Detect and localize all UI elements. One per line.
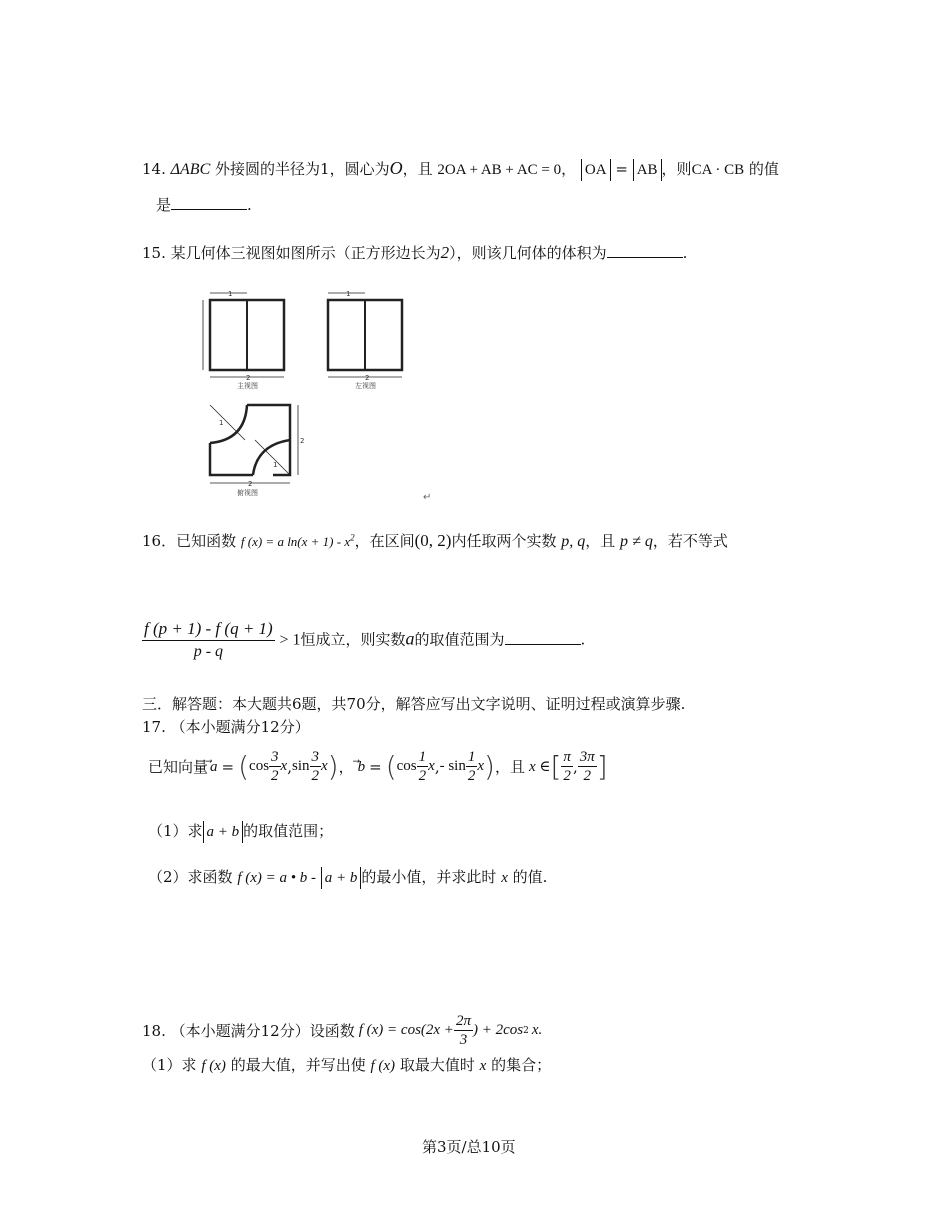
- q18-fraction: $\frac{2\pi}{3}$: [455, 1013, 471, 1048]
- q16-fraction: $\frac{f (p + 1) - f (q + 1)}{p - q}$: [144, 619, 273, 660]
- q16-interval: (0, 2): [414, 531, 452, 550]
- top-dim-1b: 1: [273, 461, 278, 469]
- front-dim-1: 1: [228, 290, 233, 298]
- q14-dot-product: CA · CB: [691, 162, 745, 178]
- section3-heading: 三．解答题：本大题共6题，共70分，解答应写出文字说明、证明过程或演算步骤.: [142, 695, 686, 713]
- return-mark: ↵: [423, 492, 432, 503]
- q17-part2-abs: a + b: [321, 867, 362, 889]
- q17-part2: （2）求函数 f (x) = a • b - a + b 的最小值，并求此时 x 的值.: [148, 866, 547, 889]
- top-dim-2: 2: [248, 480, 253, 488]
- q16-param: a: [405, 628, 415, 649]
- q14-center: O: [389, 158, 403, 178]
- q16-vars: p, q: [561, 533, 586, 550]
- page-footer: 第3页/总10页: [422, 1138, 516, 1156]
- q14-vector-sum: 2OA + AB + AC = 0: [437, 162, 562, 178]
- q16-line2: $\frac{f (p + 1) - f (q + 1)}{p - q}$ > 1恒成立，则实数a的取值范围为 .: [142, 618, 585, 663]
- q17-part1: （1）求 a + b 的取值范围；: [148, 820, 333, 843]
- q14-number: 14.: [142, 160, 166, 178]
- q17-header: 17. （本小题满分12分）: [142, 718, 310, 736]
- q14-triangle: ΔABC: [170, 161, 211, 178]
- q15-side: 2: [440, 243, 450, 262]
- side-dim-2: 2: [365, 374, 370, 382]
- front-view-label: 主视图: [237, 382, 258, 390]
- q16-answer-blank: [505, 632, 581, 645]
- q16-inequality: > 1: [279, 631, 301, 649]
- three-view-figure: [195, 285, 445, 507]
- q14-line1: 14. ΔABC 外接圆的半径为1，圆心为O，且 2OA + AB + AC = 0， OA = AB ，则CA · CB 的值: [142, 158, 779, 181]
- q17-vector-a: a: [210, 759, 218, 775]
- top-dim-2-vert: 2: [300, 437, 305, 445]
- q14-abs-oa: OA: [581, 159, 611, 181]
- q17-part2-func: f (x) = a • b -: [237, 870, 317, 886]
- front-dim-2: 2: [246, 374, 251, 382]
- q14-answer-blank: [171, 197, 247, 210]
- q15-answer-blank: [607, 245, 683, 258]
- q16-function: f (x) = a $\ln(x + 1) - x^2$: [240, 532, 355, 549]
- q17-vector-b: b: [357, 759, 366, 775]
- q14-line2: 是 .: [156, 196, 252, 214]
- q14-abs-ab: AB: [633, 159, 662, 181]
- q17-part1-abs: a + b: [203, 821, 244, 843]
- q18-func: f (x) = cos(2x +: [358, 1022, 454, 1038]
- q16-line1: 16．已知函数 f (x) = a $\ln(x + 1) - x^2$，在区间(0, 2)内任取两个实数 p, q，且 p ≠ q，若不等式: [142, 531, 728, 550]
- q18-part1: （1）求 f (x) 的最大值，并写出使 f (x) 取最大值时 x 的集合；: [142, 1056, 552, 1074]
- q17-domain: x ∈: [528, 759, 551, 775]
- q17-given-line: 已知向量 a = ( cos $\frac{3}{2}$ x , sin $\frac{3}{2}$ x ) ， b = ( cos $\frac{1}{2}$ x , - sin $\frac{1}{2}$ x ) ，且 x ∈ [ $\frac{\pi}{2}$ , $\frac{3\pi}{2}$ ]: [148, 749, 608, 784]
- q15-line: 15. 某几何体三视图如图所示（正方形边长为2），则该几何体的体积为 .: [142, 243, 688, 262]
- side-dim-1: 1: [346, 290, 351, 298]
- top-view-label: 俯视图: [237, 489, 258, 497]
- side-view-label: 左视图: [355, 382, 376, 390]
- q18-line1: 18. （本小题满分12分）设函数 f (x) = cos(2x + $\frac{2\pi}{3}$ ) + 2cos 2 x.: [142, 1013, 543, 1048]
- q16-condition: p ≠ q: [620, 533, 653, 550]
- top-dim-1a: 1: [219, 419, 224, 427]
